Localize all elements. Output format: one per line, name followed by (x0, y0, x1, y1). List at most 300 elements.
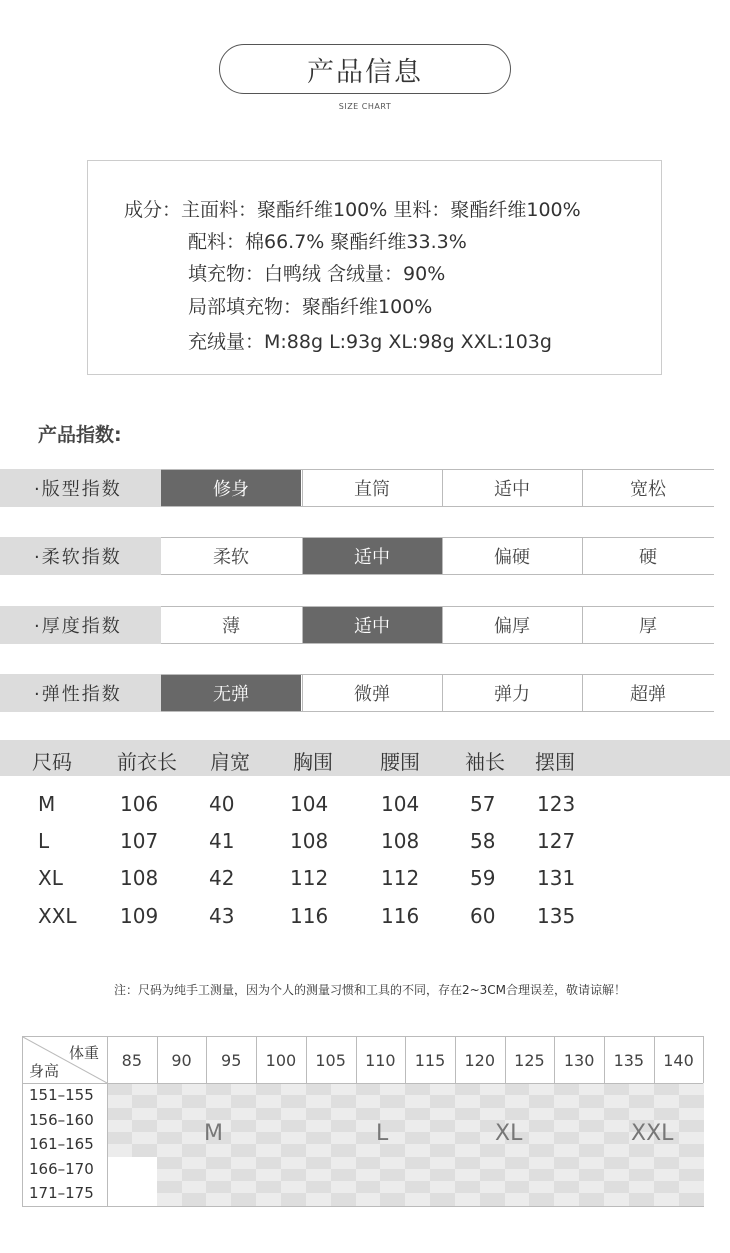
grid-cell (629, 1169, 654, 1182)
grid-cell (107, 1132, 132, 1145)
grid-cell (629, 1181, 654, 1194)
grid-cell (331, 1083, 356, 1096)
grid-cell (679, 1120, 704, 1133)
grid-cell (256, 1083, 281, 1096)
size-table-cell: XXL (38, 904, 77, 928)
index-option: 适中 (494, 479, 530, 500)
size-table-cell: 127 (537, 829, 576, 853)
grid-cell (182, 1144, 207, 1157)
grid-cell (380, 1181, 405, 1194)
grid-cell (281, 1095, 306, 1108)
measurement-note: 注：尺码为纯手工测量，因为个人的测量习惯和工具的不同，存在2~3CM合理误差，敬请谅解！ (113, 983, 627, 997)
size-mark: M (204, 1121, 223, 1146)
grid-cell (306, 1157, 331, 1170)
grid-cell (132, 1108, 157, 1121)
grid-cell (654, 1193, 679, 1206)
grid-cell (356, 1083, 381, 1096)
size-table-cell: 42 (209, 866, 235, 890)
size-table-cell: 41 (209, 829, 235, 853)
grid-cell (231, 1157, 256, 1170)
grid-cell (331, 1193, 356, 1206)
grid-cell (405, 1157, 430, 1170)
grid-cell (306, 1169, 331, 1182)
weight-header: 90 (171, 1050, 192, 1070)
grid-cell (455, 1181, 480, 1194)
weight-header: 140 (663, 1050, 694, 1070)
grid-cell (306, 1108, 331, 1121)
grid-cell (529, 1169, 554, 1182)
grid-cell (231, 1169, 256, 1182)
size-table-cell: 123 (537, 792, 576, 816)
grid-cell (679, 1132, 704, 1145)
grid-cell (554, 1108, 579, 1121)
grid-cell (256, 1144, 281, 1157)
size-table-cell: 106 (120, 792, 159, 816)
grid-cell (604, 1083, 629, 1096)
grid-cell (182, 1157, 207, 1170)
grid-cell (157, 1157, 182, 1170)
indices-title: 产品指数: (38, 424, 122, 446)
grid-cell (356, 1181, 381, 1194)
index-separator (302, 470, 303, 506)
grid-cell (256, 1157, 281, 1170)
size-table-header: 胸围 (293, 750, 333, 774)
grid-cell (529, 1120, 554, 1133)
grid-cell (529, 1193, 554, 1206)
index-separator (582, 470, 583, 506)
grid-cell (529, 1132, 554, 1145)
grid-cell (604, 1108, 629, 1121)
index-separator (442, 538, 443, 574)
composition-box (87, 160, 662, 375)
weight-header: 130 (563, 1050, 595, 1070)
grid-cell (132, 1120, 157, 1133)
grid-cell (380, 1169, 405, 1182)
grid-vline (505, 1037, 506, 1083)
index-option: 修身 (161, 470, 301, 506)
grid-cell (604, 1095, 629, 1108)
grid-cell (579, 1169, 604, 1182)
index-option: 弹力 (494, 684, 530, 705)
composition-line-3: 填充物：白鸭绒 含绒量：90% (188, 263, 446, 285)
grid-cell (331, 1181, 356, 1194)
grid-cell (306, 1132, 331, 1145)
grid-cell (579, 1193, 604, 1206)
index-option: 适中 (302, 607, 442, 643)
grid-cell (380, 1193, 405, 1206)
grid-cell (554, 1120, 579, 1133)
grid-cell (430, 1083, 455, 1096)
index-label: ·版型指数 (0, 469, 161, 507)
index-separator (442, 675, 443, 711)
grid-cell (480, 1108, 505, 1121)
size-table-cell: 59 (470, 866, 496, 890)
grid-cell (579, 1157, 604, 1170)
size-table-cell: M (38, 792, 56, 816)
grid-cell (132, 1144, 157, 1157)
index-separator (442, 470, 443, 506)
grid-cell (132, 1095, 157, 1108)
grid-cell (306, 1083, 331, 1096)
grid-vline (306, 1037, 307, 1083)
index-option: 无弹 (161, 675, 301, 711)
grid-cell (281, 1157, 306, 1170)
index-option: 硬 (639, 547, 657, 568)
grid-vline (356, 1037, 357, 1083)
grid-cell (331, 1108, 356, 1121)
grid-cell (629, 1193, 654, 1206)
grid-vline (405, 1037, 406, 1083)
grid-cell (654, 1108, 679, 1121)
weight-header: 120 (464, 1050, 495, 1070)
grid-cell (480, 1144, 505, 1157)
grid-cell (157, 1181, 182, 1194)
grid-cell (356, 1169, 381, 1182)
grid-cell (405, 1095, 430, 1108)
grid-cell (629, 1108, 654, 1121)
height-label: 身高 (29, 1062, 60, 1080)
grid-cell (654, 1095, 679, 1108)
size-table-cell: 104 (381, 792, 420, 816)
grid-cell (405, 1108, 430, 1121)
index-options (161, 674, 714, 712)
grid-cell (206, 1169, 231, 1182)
grid-cell (554, 1169, 579, 1182)
index-option: 直筒 (354, 479, 390, 500)
index-option: 微弹 (354, 684, 390, 705)
grid-cell (430, 1144, 455, 1157)
weight-header: 135 (613, 1050, 645, 1070)
grid-cell (679, 1169, 704, 1182)
index-row (0, 674, 714, 712)
grid-cell (281, 1144, 306, 1157)
index-separator (582, 675, 583, 711)
size-table-cell: 112 (290, 866, 329, 890)
grid-cell (654, 1144, 679, 1157)
grid-cell (405, 1181, 430, 1194)
index-option: 超弹 (630, 684, 666, 705)
grid-cell (505, 1169, 530, 1182)
size-table-cell: 116 (290, 904, 329, 928)
size-table-cell: 58 (470, 829, 496, 853)
index-row (0, 606, 714, 644)
grid-cell (107, 1144, 132, 1157)
grid-cell (256, 1132, 281, 1145)
grid-cell (679, 1181, 704, 1194)
grid-cell (480, 1181, 505, 1194)
grid-cell (579, 1181, 604, 1194)
weight-header: 100 (265, 1050, 297, 1070)
grid-cell (380, 1157, 405, 1170)
grid-cell (480, 1193, 505, 1206)
grid-cell (529, 1144, 554, 1157)
grid-cell (505, 1108, 530, 1121)
weight-header: 85 (121, 1050, 143, 1070)
grid-cell (231, 1193, 256, 1206)
weight-label: 体重 (69, 1044, 100, 1062)
grid-cell (356, 1193, 381, 1206)
grid-cell (356, 1108, 381, 1121)
grid-cell (380, 1095, 405, 1108)
grid-cell (206, 1095, 231, 1108)
grid-cell (306, 1120, 331, 1133)
index-row (0, 469, 714, 507)
grid-cell (107, 1120, 132, 1133)
grid-cell (281, 1181, 306, 1194)
grid-cell (306, 1095, 331, 1108)
grid-cell (604, 1120, 629, 1133)
size-table-cell: 108 (381, 829, 420, 853)
grid-cell (132, 1132, 157, 1145)
index-options (161, 537, 714, 575)
grid-cell (679, 1144, 704, 1157)
grid-cell (604, 1169, 629, 1182)
grid-cell (231, 1144, 256, 1157)
grid-cell (231, 1083, 256, 1096)
grid-cell (331, 1144, 356, 1157)
grid-cell (629, 1095, 654, 1108)
grid-cell (356, 1157, 381, 1170)
grid-vline (554, 1037, 555, 1083)
grid-cell (157, 1120, 182, 1133)
grid-cell (281, 1132, 306, 1145)
size-table-cell: 40 (209, 792, 235, 816)
grid-cell (157, 1108, 182, 1121)
grid-cell (505, 1083, 530, 1096)
index-label: ·弹性指数 (0, 674, 161, 712)
grid-cell (206, 1144, 231, 1157)
grid-cell (331, 1132, 356, 1145)
page-subtitle: SIZE CHART (338, 102, 392, 111)
grid-cell (182, 1193, 207, 1206)
grid-cell (430, 1108, 455, 1121)
grid-hline (23, 1083, 703, 1084)
grid-cell (604, 1132, 629, 1145)
grid-cell (281, 1169, 306, 1182)
index-separator (302, 607, 303, 643)
grid-cell (405, 1120, 430, 1133)
grid-cell (281, 1193, 306, 1206)
size-table-cell: 104 (290, 792, 329, 816)
grid-cell (629, 1083, 654, 1096)
grid-vline (256, 1037, 257, 1083)
grid-vline (703, 1037, 704, 1083)
grid-cell (554, 1193, 579, 1206)
grid-cell (182, 1169, 207, 1182)
grid-vline (107, 1037, 108, 1083)
grid-cell (430, 1181, 455, 1194)
grid-cell (554, 1095, 579, 1108)
size-table-cell: 108 (120, 866, 159, 890)
grid-cell (157, 1132, 182, 1145)
grid-cell (206, 1157, 231, 1170)
grid-cell (529, 1157, 554, 1170)
grid-cell (132, 1083, 157, 1096)
grid-cell (579, 1083, 604, 1096)
grid-cell (579, 1144, 604, 1157)
grid-cell (554, 1144, 579, 1157)
index-row (0, 537, 714, 575)
grid-cell (654, 1169, 679, 1182)
grid-cell (107, 1095, 132, 1108)
weight-header: 110 (365, 1050, 396, 1070)
size-table-header: 摆围 (535, 750, 575, 774)
height-range-label: 161–165 (29, 1135, 94, 1153)
grid-cell (430, 1157, 455, 1170)
grid-cell (182, 1083, 207, 1096)
grid-cell (182, 1108, 207, 1121)
index-option: 柔软 (213, 547, 249, 568)
grid-cell (356, 1144, 381, 1157)
grid-cell (380, 1144, 405, 1157)
grid-cell (231, 1120, 256, 1133)
grid-cell (654, 1157, 679, 1170)
grid-cell (107, 1083, 132, 1096)
grid-cell (455, 1193, 480, 1206)
composition-line-4: 局部填充物：聚酯纤维100% (188, 296, 433, 318)
weight-header: 95 (221, 1050, 242, 1070)
grid-cell (157, 1083, 182, 1096)
size-table-cell: XL (38, 866, 63, 890)
grid-cell (579, 1132, 604, 1145)
grid-cell (430, 1193, 455, 1206)
size-mark: XXL (631, 1121, 674, 1146)
size-table-cell: 43 (209, 904, 235, 928)
grid-cell (405, 1169, 430, 1182)
grid-cell (480, 1095, 505, 1108)
grid-cell (256, 1193, 281, 1206)
grid-cell (206, 1083, 231, 1096)
size-table-cell: 108 (290, 829, 329, 853)
grid-cell (579, 1108, 604, 1121)
grid-cell (679, 1083, 704, 1096)
grid-cell (679, 1108, 704, 1121)
grid-cell (654, 1083, 679, 1096)
size-mark: L (376, 1121, 389, 1146)
grid-cell (679, 1095, 704, 1108)
grid-cell (505, 1193, 530, 1206)
grid-cell (579, 1095, 604, 1108)
size-table-header: 前衣长 (117, 750, 177, 774)
grid-cell (455, 1144, 480, 1157)
index-option: 宽松 (630, 479, 666, 500)
grid-cell (405, 1193, 430, 1206)
size-table-header: 袖长 (465, 750, 505, 774)
grid-cell (182, 1095, 207, 1108)
grid-cell (231, 1181, 256, 1194)
grid-cell (604, 1181, 629, 1194)
grid-cell (455, 1108, 480, 1121)
weight-header: 115 (414, 1050, 446, 1070)
grid-cell (157, 1193, 182, 1206)
index-option: 偏厚 (494, 616, 530, 637)
index-option: 适中 (302, 538, 442, 574)
grid-vline (654, 1037, 655, 1083)
grid-cell (405, 1144, 430, 1157)
size-table-header-bar (0, 740, 730, 776)
index-options (161, 606, 714, 644)
grid-cell (480, 1157, 505, 1170)
grid-cell (604, 1144, 629, 1157)
grid-cell (356, 1095, 381, 1108)
size-table-cell: 109 (120, 904, 159, 928)
index-options (161, 469, 714, 507)
grid-cell (430, 1169, 455, 1182)
grid-cell (157, 1144, 182, 1157)
grid-cell (604, 1193, 629, 1206)
composition-line-1: 成分：主面料：聚酯纤维100% 里料：聚酯纤维100% (124, 199, 581, 221)
size-table-header: 腰围 (380, 750, 420, 774)
index-separator (302, 675, 303, 711)
grid-cell (455, 1120, 480, 1133)
height-range-label: 166–170 (29, 1159, 94, 1178)
composition-line-2: 配料：棉66.7% 聚酯纤维33.3% (188, 231, 467, 253)
size-table-cell: 135 (537, 904, 576, 928)
grid-cell (554, 1181, 579, 1194)
grid-cell (430, 1095, 455, 1108)
grid-cell (405, 1132, 430, 1145)
grid-cell (157, 1169, 182, 1182)
grid-vline (206, 1037, 207, 1083)
grid-cell (505, 1095, 530, 1108)
grid-cell (455, 1083, 480, 1096)
grid-cell (430, 1132, 455, 1145)
index-separator (582, 538, 583, 574)
composition-line-5: 充绒量：M:88g L:93g XL:98g XXL:103g (188, 331, 552, 353)
grid-cell (380, 1083, 405, 1096)
grid-cell (206, 1193, 231, 1206)
index-separator (442, 607, 443, 643)
grid-cell (306, 1193, 331, 1206)
size-table-cell: 112 (381, 866, 420, 890)
height-range-label: 156–160 (29, 1110, 94, 1129)
grid-vline (157, 1037, 158, 1083)
grid-cell (554, 1157, 579, 1170)
grid-cell (231, 1095, 256, 1108)
grid-cell (256, 1181, 281, 1194)
grid-cell (182, 1181, 207, 1194)
grid-cell (529, 1108, 554, 1121)
grid-cell (480, 1083, 505, 1096)
grid-cell (331, 1169, 356, 1182)
grid-cell (455, 1169, 480, 1182)
grid-cell (331, 1120, 356, 1133)
grid-cell (157, 1095, 182, 1108)
grid-cell (107, 1108, 132, 1121)
weight-header: 105 (315, 1050, 346, 1070)
size-table-header: 尺码 (32, 750, 72, 774)
page-title: 产品信息 (307, 56, 423, 88)
grid-cell (505, 1144, 530, 1157)
grid-cell (256, 1108, 281, 1121)
grid-cell (405, 1083, 430, 1096)
grid-cell (306, 1181, 331, 1194)
size-table-cell: 57 (470, 792, 496, 816)
grid-cell (554, 1083, 579, 1096)
grid-cell (306, 1144, 331, 1157)
index-option: 偏硬 (494, 547, 530, 568)
grid-cell (206, 1181, 231, 1194)
height-range-label: 151–155 (29, 1086, 94, 1104)
grid-cell (256, 1120, 281, 1133)
size-table-cell: 116 (381, 904, 420, 928)
height-range-label: 171–175 (29, 1184, 94, 1202)
size-mark: XL (495, 1121, 523, 1146)
grid-cell (529, 1181, 554, 1194)
grid-cell (629, 1157, 654, 1170)
grid-vline (604, 1037, 605, 1083)
grid-cell (505, 1181, 530, 1194)
